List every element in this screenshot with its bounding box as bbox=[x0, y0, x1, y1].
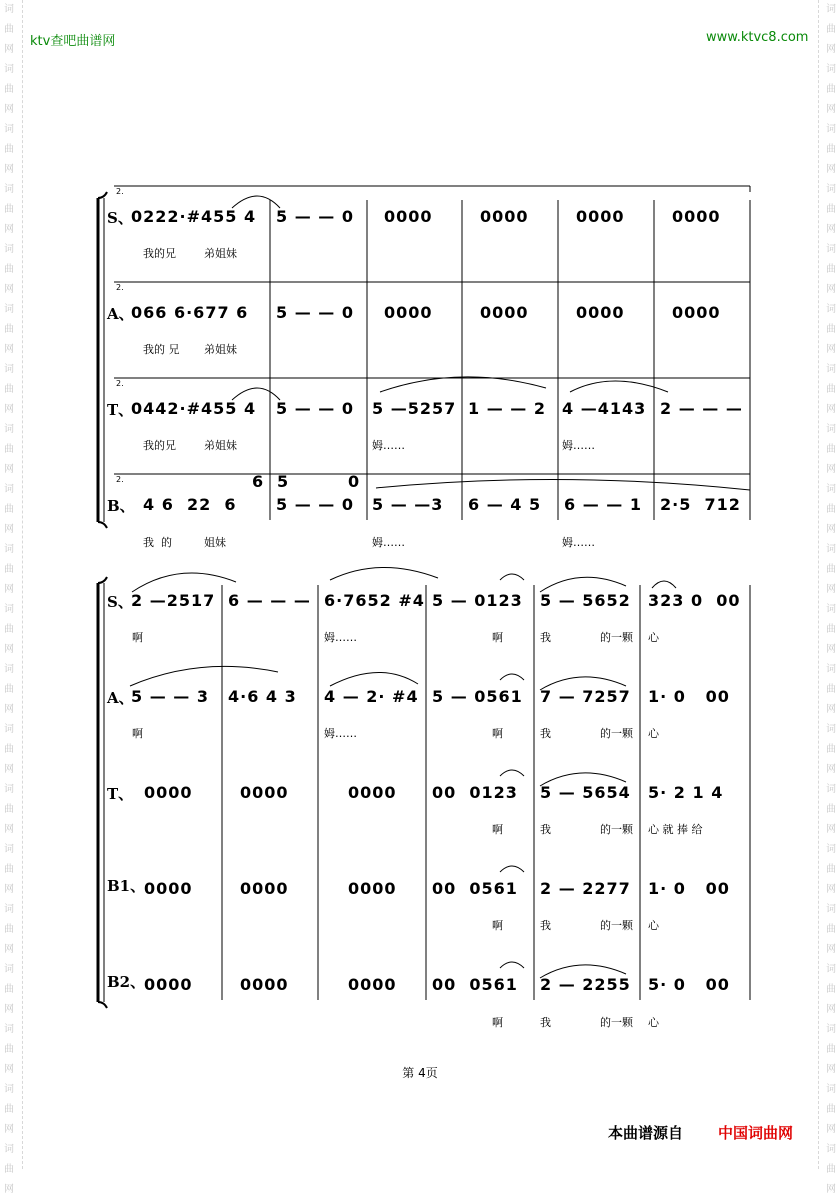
header-left-site[interactable]: ktv查吧曲谱网 bbox=[30, 34, 116, 49]
lyric: 弟姐妹 bbox=[204, 343, 237, 356]
lyric: 我 的 bbox=[143, 536, 172, 549]
measure: 0000 bbox=[348, 879, 397, 898]
lyric: 我 bbox=[540, 727, 551, 740]
measure: 0000 bbox=[348, 975, 397, 994]
measure: 0000 bbox=[384, 303, 433, 322]
lyric: 我 bbox=[540, 631, 551, 644]
lyric: 心 bbox=[648, 1016, 659, 1029]
measure: 2 — 2277 bbox=[540, 879, 631, 898]
lyric: 我 bbox=[540, 1016, 551, 1029]
lyric: 啊 bbox=[492, 823, 503, 836]
measure: 2 —2517 bbox=[131, 591, 216, 610]
measure: 0000 bbox=[384, 207, 433, 226]
lyric: 心 bbox=[648, 919, 659, 932]
measure: 1· 0 00 bbox=[648, 687, 730, 706]
lyric: 我 bbox=[540, 919, 551, 932]
measure: 7 — 7257 bbox=[540, 687, 631, 706]
part-label: S、 bbox=[107, 593, 133, 611]
measure: 5 — 5652 bbox=[540, 591, 631, 610]
measure: 6 — 4 5 bbox=[468, 495, 542, 514]
measure: 5· 2 1 4 bbox=[648, 783, 724, 802]
lyric: 我的兄 bbox=[143, 247, 176, 260]
lyric: 姆…… bbox=[372, 439, 405, 452]
lyric: 的一颗 bbox=[600, 823, 633, 836]
lyric: 姐妹 bbox=[204, 536, 226, 549]
measure: 0000 bbox=[144, 783, 193, 802]
measure: 0000 bbox=[576, 207, 625, 226]
measure: 5 — 0561 bbox=[432, 687, 523, 706]
lyric: 的一颗 bbox=[600, 1016, 633, 1029]
volta-mark: 2. bbox=[116, 283, 124, 292]
lyric: 的一颗 bbox=[600, 631, 633, 644]
measure: 00 0561 bbox=[432, 975, 518, 994]
part-label: A、 bbox=[107, 305, 134, 323]
measure: 0000 bbox=[240, 783, 289, 802]
lyric: 啊 bbox=[492, 919, 503, 932]
measure: 066 6·677 6 bbox=[131, 303, 249, 322]
part-label: A、 bbox=[107, 689, 134, 707]
chord-upper-note: 0 bbox=[348, 472, 361, 491]
lyric: 姆…… bbox=[372, 536, 405, 549]
measure: 5 — —3 bbox=[372, 495, 444, 514]
measure: 5 — 0123 bbox=[432, 591, 523, 610]
measure: 2·5 712 bbox=[660, 495, 741, 514]
lyric: 姆…… bbox=[324, 631, 357, 644]
measure: 0000 bbox=[144, 975, 193, 994]
measure: 323 0 00 bbox=[648, 591, 741, 610]
measure: 0000 bbox=[240, 975, 289, 994]
footer-source-label: 本曲谱源自 bbox=[608, 1124, 684, 1142]
lyric: 弟姐妹 bbox=[204, 247, 237, 260]
lyric: 的一颗 bbox=[600, 919, 633, 932]
measure: 0000 bbox=[480, 207, 529, 226]
measure: 0000 bbox=[348, 783, 397, 802]
part-label: S、 bbox=[107, 209, 133, 227]
measure: 0000 bbox=[672, 207, 721, 226]
measure: 5 —5257 bbox=[372, 399, 457, 418]
measure: 6 — — — bbox=[228, 591, 311, 610]
lyric: 我的兄 bbox=[143, 439, 176, 452]
lyric: 啊 bbox=[492, 727, 503, 740]
measure: 4 6 22 6 bbox=[143, 495, 237, 514]
measure: 5 — — 0 bbox=[276, 207, 354, 226]
lyric: 姆…… bbox=[562, 439, 595, 452]
lyric: 姆…… bbox=[324, 727, 357, 740]
footer-source-site[interactable]: 中国词曲网 bbox=[718, 1124, 794, 1142]
measure: 2 — 2255 bbox=[540, 975, 631, 994]
measure: 0000 bbox=[480, 303, 529, 322]
lyric: 姆…… bbox=[562, 536, 595, 549]
measure: 0222·#455 4 bbox=[131, 207, 257, 226]
lyric: 啊 bbox=[492, 631, 503, 644]
volta-mark: 2. bbox=[116, 475, 124, 484]
measure: 5 — — 3 bbox=[131, 687, 209, 706]
right-watermark: 词 曲 网 词 曲 网 词 曲 网 词 曲 网 词 曲 网 词 曲 网 词 曲 网 词 曲 网 词 曲 网 词 曲 网 词 曲 网 词 曲 网 词 曲 网 词 曲 网 词 曲 网 词 曲 网 词 曲 网 词 曲 网 词 曲 网 词 曲 网 bbox=[826, 4, 836, 1195]
lyric: 我 bbox=[540, 823, 551, 836]
part-label: T、 bbox=[107, 401, 134, 419]
measure: 1 — — 2 bbox=[468, 399, 546, 418]
measure: 2 — — — bbox=[660, 399, 743, 418]
lyric: 心 bbox=[648, 727, 659, 740]
volta-mark: 2. bbox=[116, 187, 124, 196]
measure: 4 —4143 bbox=[562, 399, 647, 418]
measure: 0000 bbox=[672, 303, 721, 322]
measure: 0000 bbox=[240, 879, 289, 898]
measure: 0442·#455 4 bbox=[131, 399, 257, 418]
measure: 00 0123 bbox=[432, 783, 518, 802]
part-label: T、 bbox=[107, 785, 134, 803]
part-label: B、 bbox=[107, 497, 135, 515]
header-right-url[interactable]: www.ktvc8.com bbox=[706, 30, 809, 45]
measure: 5 — — 0 bbox=[276, 303, 354, 322]
measure: 5 — — 0 bbox=[276, 495, 354, 514]
lyric: 我的 兄 bbox=[143, 343, 180, 356]
lyric: 心 就 捧 给 bbox=[648, 823, 703, 836]
measure: 0000 bbox=[144, 879, 193, 898]
measure: 0000 bbox=[576, 303, 625, 322]
page-number: 第 4页 bbox=[402, 1066, 438, 1080]
chord-upper-note: 6 bbox=[252, 472, 265, 491]
part-label: B2、 bbox=[107, 973, 146, 991]
lyric: 啊 bbox=[132, 631, 143, 644]
lyric: 心 bbox=[648, 631, 659, 644]
measure: 00 0561 bbox=[432, 879, 518, 898]
lyric: 啊 bbox=[492, 1016, 503, 1029]
measure: 4 — 2· #4 bbox=[324, 687, 419, 706]
measure: 5· 0 00 bbox=[648, 975, 730, 994]
measure: 6 — — 1 bbox=[564, 495, 642, 514]
measure: 5 — 5654 bbox=[540, 783, 631, 802]
measure: 4·6 4 3 bbox=[228, 687, 297, 706]
chord-upper-note: 5 bbox=[277, 472, 290, 491]
lyric: 弟姐妹 bbox=[204, 439, 237, 452]
measure: 1· 0 00 bbox=[648, 879, 730, 898]
lyric: 啊 bbox=[132, 727, 143, 740]
lyric: 的一颗 bbox=[600, 727, 633, 740]
measure: 5 — — 0 bbox=[276, 399, 354, 418]
volta-mark: 2. bbox=[116, 379, 124, 388]
measure: 6·7652 #4 bbox=[324, 591, 425, 610]
left-watermark: 词 曲 网 词 曲 网 词 曲 网 词 曲 网 词 曲 网 词 曲 网 词 曲 网 词 曲 网 词 曲 网 词 曲 网 词 曲 网 词 曲 网 词 曲 网 词 曲 网 词 曲 网 词 曲 网 词 曲 网 词 曲 网 词 曲 网 词 曲 网 bbox=[4, 4, 14, 1195]
part-label: B1、 bbox=[107, 877, 146, 895]
